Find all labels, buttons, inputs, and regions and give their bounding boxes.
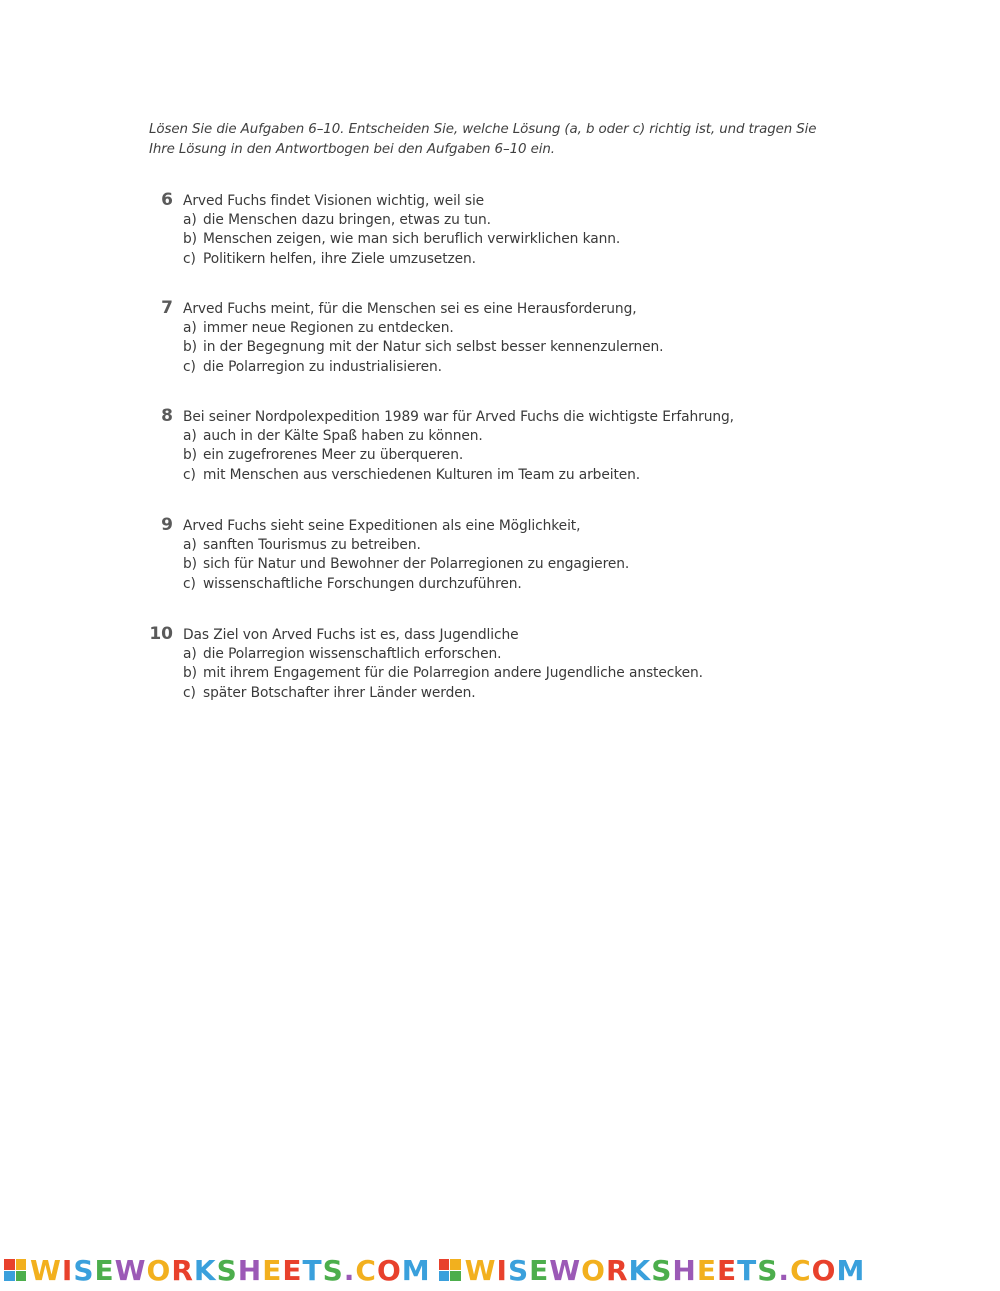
option-b[interactable]: b) ein zugefrorenes Meer zu überqueren. xyxy=(183,447,464,464)
watermark-letter: T xyxy=(302,1253,323,1287)
watermark-letter: . xyxy=(778,1253,791,1287)
instructions xyxy=(149,120,869,160)
option-c[interactable]: c) Politikern helfen, ihre Ziele umzusetzen. xyxy=(183,250,476,267)
option-c[interactable]: c) die Polarregion zu industrialisieren. xyxy=(183,358,442,375)
instructions-line-1: Lösen Sie die Aufgaben 6–10. Entscheiden Sie, welche Lösung (a, b oder c) richtig ist, und tragen Sie xyxy=(149,122,817,137)
watermark-letter: H xyxy=(237,1253,263,1287)
watermark-letter: S xyxy=(322,1253,344,1287)
option-c[interactable]: c) mit Menschen aus verschiedenen Kulturen im Team zu arbeiten. xyxy=(183,466,641,483)
watermark-letter: W xyxy=(30,1253,62,1287)
option-b[interactable]: b) Menschen zeigen, wie man sich beruflich verwirklichen kann. xyxy=(183,231,621,248)
task-number: 8 xyxy=(161,406,173,426)
watermark-letter: C xyxy=(355,1253,377,1287)
watermark-letter: S xyxy=(507,1253,530,1287)
option-b[interactable]: b) sich für Natur und Bewohner der Polarregionen zu engagieren. xyxy=(183,556,630,573)
watermark-text xyxy=(465,1254,866,1287)
watermark-letter: O xyxy=(376,1253,402,1287)
options-list xyxy=(183,211,620,269)
watermark-footer xyxy=(0,1250,1000,1290)
watermark-letter: M xyxy=(401,1253,431,1287)
watermark-letter: O xyxy=(811,1253,837,1287)
watermark-letter: W xyxy=(114,1253,147,1287)
wise-logo-icon xyxy=(4,1259,26,1281)
watermark-letter: E xyxy=(94,1253,115,1287)
watermark-letter: W xyxy=(549,1253,582,1287)
watermark-letter: E xyxy=(696,1253,717,1287)
task-stem: Bei seiner Nordpolexpedition 1989 war für Arved Fuchs die wichtigste Erfahrung, xyxy=(183,409,734,425)
task-stem: Arved Fuchs findet Visionen wichtig, weil sie xyxy=(183,193,485,209)
wise-logo-icon xyxy=(439,1259,461,1281)
watermark-letter: E xyxy=(529,1253,550,1287)
watermark-letter: S xyxy=(651,1253,673,1287)
watermark-letter: R xyxy=(605,1253,629,1287)
watermark-text xyxy=(30,1254,431,1287)
task-number: 9 xyxy=(161,515,173,535)
watermark-letter: . xyxy=(343,1253,356,1287)
task-stem: Arved Fuchs meint, für die Menschen sei es eine Herausforderung, xyxy=(183,301,637,317)
watermark-letter: C xyxy=(790,1253,812,1287)
watermark-brand xyxy=(4,1254,431,1287)
watermark-letter: K xyxy=(193,1253,217,1287)
task-number: 6 xyxy=(161,190,173,210)
watermark-letter: I xyxy=(61,1253,74,1287)
watermark-letter: W xyxy=(464,1253,497,1287)
option-a[interactable]: a) sanften Tourismus zu betreiben. xyxy=(183,537,421,553)
watermark-letter: O xyxy=(581,1253,606,1287)
watermark-letter: T xyxy=(737,1253,758,1287)
option-a[interactable]: a) die Menschen dazu bringen, etwas zu tun. xyxy=(183,212,491,228)
options-list xyxy=(183,427,640,485)
watermark-brand xyxy=(439,1254,866,1287)
watermark-letter: S xyxy=(73,1253,95,1287)
task-stem: Arved Fuchs sieht seine Expeditionen als eine Möglichkeit, xyxy=(183,518,581,534)
instructions-line-2: Ihre Lösung in den Antwortbogen bei den Aufgaben 6–10 ein. xyxy=(149,142,555,157)
option-a[interactable]: a) die Polarregion wissenschaftlich erforschen. xyxy=(183,646,502,662)
option-c[interactable]: c) wissenschaftliche Forschungen durchzuführen. xyxy=(183,575,522,592)
option-b[interactable]: b) mit ihrem Engagement für die Polarregion andere Jugendliche anstecken. xyxy=(183,665,703,682)
watermark-letter: O xyxy=(146,1253,172,1287)
watermark-letter: R xyxy=(171,1253,194,1287)
watermark-letter: E xyxy=(282,1253,303,1287)
option-b[interactable]: b) in der Begegnung mit der Natur sich selbst besser kennenzulernen. xyxy=(183,339,664,356)
watermark-letter: S xyxy=(757,1253,779,1287)
options-list xyxy=(183,536,629,594)
task-number: 7 xyxy=(161,298,173,318)
watermark-letter: M xyxy=(836,1253,866,1287)
watermark-letter: S xyxy=(216,1253,238,1287)
options-list xyxy=(183,645,703,703)
option-a[interactable]: a) immer neue Regionen zu entdecken. xyxy=(183,320,454,336)
option-c[interactable]: c) später Botschafter ihrer Länder werden. xyxy=(183,684,476,701)
watermark-letter: H xyxy=(672,1253,697,1287)
watermark-letter: E xyxy=(717,1253,738,1287)
options-list xyxy=(183,319,663,377)
watermark-letter: K xyxy=(628,1253,652,1287)
watermark-letter: E xyxy=(262,1253,283,1287)
option-a[interactable]: a) auch in der Kälte Spaß haben zu können. xyxy=(183,428,483,444)
task-stem: Das Ziel von Arved Fuchs ist es, dass Jugendliche xyxy=(183,627,519,643)
watermark-letter: I xyxy=(496,1253,508,1287)
task-number: 10 xyxy=(149,624,173,644)
